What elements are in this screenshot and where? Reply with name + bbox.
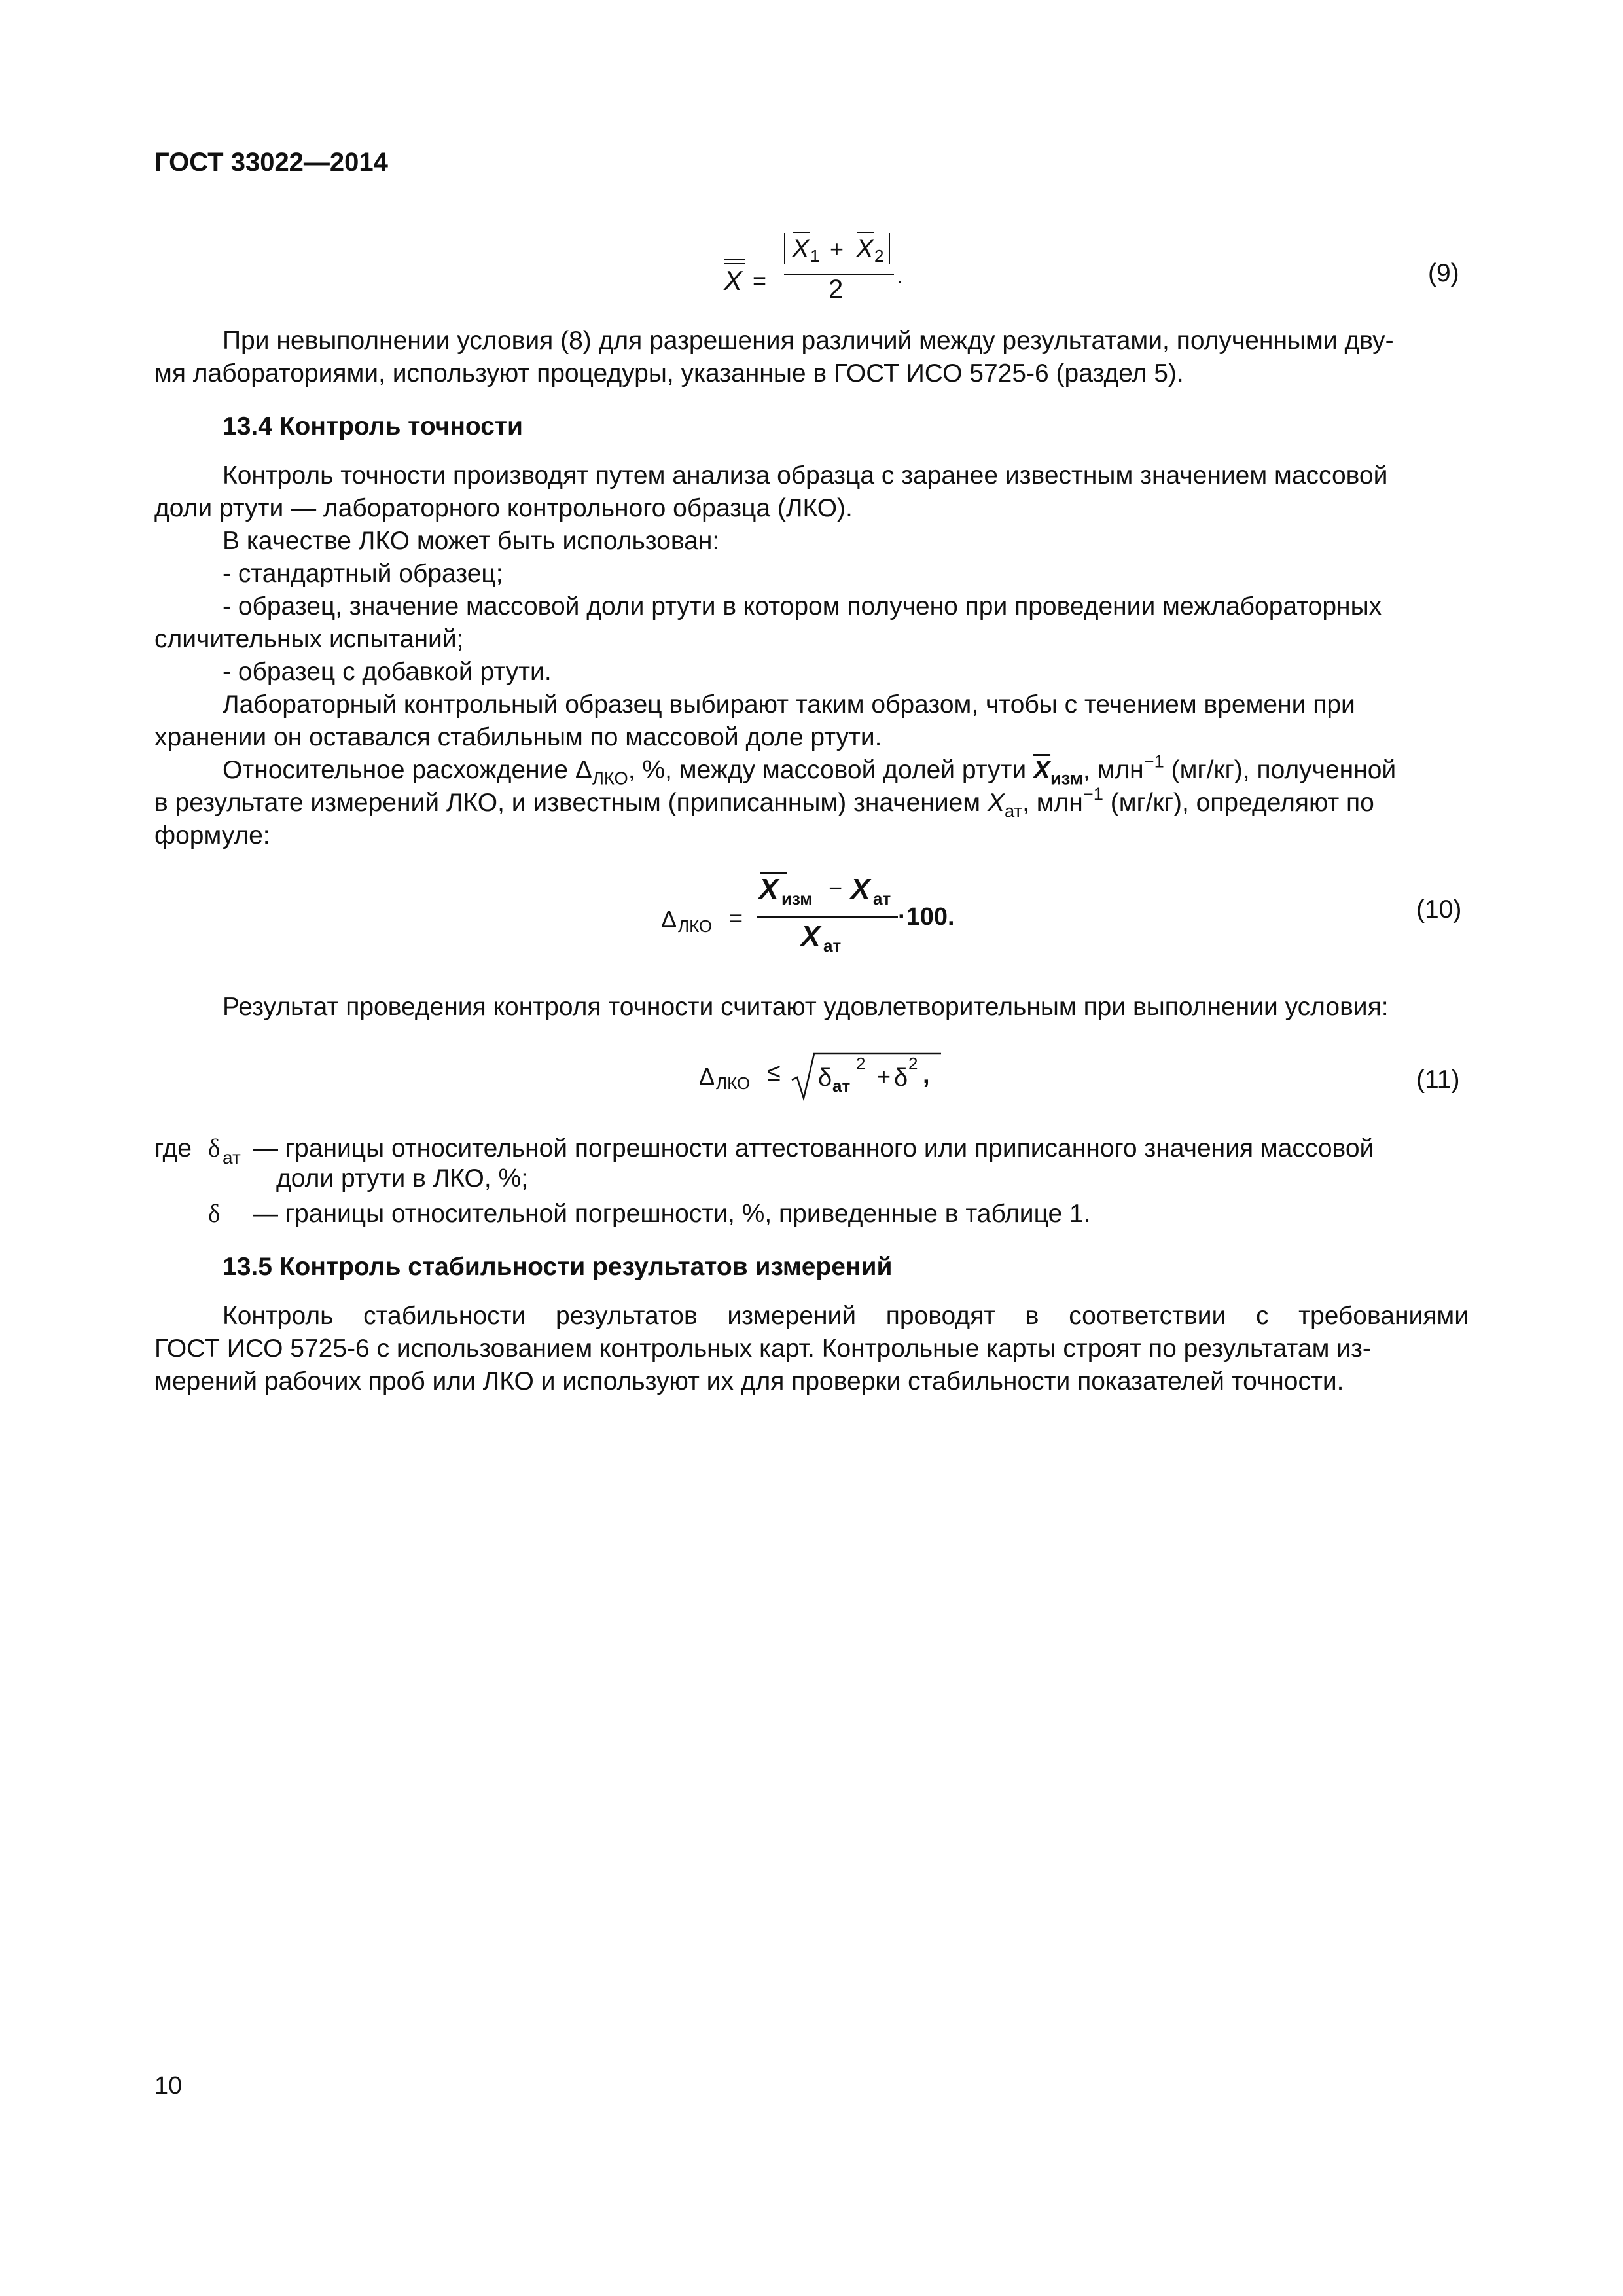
equation-number-10: (10): [1416, 895, 1462, 924]
where-definitions: где δ ат — границы относительной погрешности аттестованного или приписанного значения массовой доли ртути в ЛКО, %; δ — границы относительной погрешности, %, приведенные в таблице 1.: [154, 1134, 1374, 1228]
formula-9-lhs: X: [724, 265, 743, 296]
page-number: 10: [154, 2072, 183, 2100]
formula-9-denominator: 2: [829, 275, 844, 304]
section-heading-13-4: 13.4 Контроль точности: [223, 412, 523, 440]
formula-11: Δ ЛКО ≤ δ ат 2 + δ 2 ,: [699, 1045, 948, 1110]
paragraph-condition-8: При невыполнении условия (8) для разрешения различий между результатами, полученными дву- мя лабораториями, используют процедуры, указанные в ГОСТ ИСО 5725-6 (раздел 5).: [154, 327, 1394, 387]
equation-number-11: (11): [1416, 1066, 1460, 1094]
divergence-definition-line2: в результате измерений ЛКО, и известным (приписанным) значением $X_{ат}$, млн$^{-1}$ (мг/кг), определяют по: [154, 783, 1374, 821]
divergence-definition-line1: Относительное расхождение $\Delta_{ЛКО}$, %, между массовой долей ртути $\overline{X}_{изм}$, млн$^{-1}$ (мг/кг), полученной: [223, 751, 1397, 789]
equation-number-9: (9): [1428, 259, 1459, 287]
document-header: ГОСТ 33022—2014: [154, 148, 388, 177]
section-heading-13-5: 13.5 Контроль стабильности результатов измерений: [223, 1253, 893, 1281]
formula-9-numerator: X 1 + X 2: [784, 232, 955, 267]
list-item: - образец, значение массовой доли ртути в котором получено при проведении межлабораторных: [223, 592, 1382, 620]
section-13-5-body: Контроль стабильности результатов измерений проводят в соответствии с требованиями ГОСТ ИСО 5725-6 с использованием контрольных карт. Контрольные карты строят по результатам из- мерений рабочих проб или ЛКО и используют их для проверки стабильности показателей точности.: [154, 1302, 1469, 1395]
list-item: - стандартный образец;: [223, 560, 503, 588]
list-item: - образец с добавкой ртути.: [223, 658, 552, 686]
section-13-4-body: Контроль точности производят путем анализа образца с заранее известным значением массовой доли ртути — лабораторного контрольного образца (ЛКО). В качестве ЛКО может быть использован: - стандартный образец; - образец, значение массовой доли ртути в котором получено при проведении межлабораторных сличительных испытаний; - образец с добавкой ртути. Лабораторный контрольный образец выбирают таким образом, чтобы с течением времени при хранении он оставался стабильным по массовой доле ртути. Относительное расхождение $\Delta_{ЛКО}$, %, между массовой долей ртути $\overline{X}_{изм}$, млн$^{-1}$ (мг/кг), полученной в результате измерений ЛКО, и известным (приписанным) значением $X_{ат}$, млн$^{-1}$ (мг/кг), определяют по формуле:: [154, 459, 1469, 852]
formula-10: Δ ЛКО = X изм − X ат X ат ·100.: [661, 873, 955, 956]
formula-9: X = X 1 + X 2 2 .: [720, 229, 916, 321]
paragraph-result: Результат проведения контроля точности считают удовлетворительным при выполнении условия:: [223, 993, 1389, 1021]
